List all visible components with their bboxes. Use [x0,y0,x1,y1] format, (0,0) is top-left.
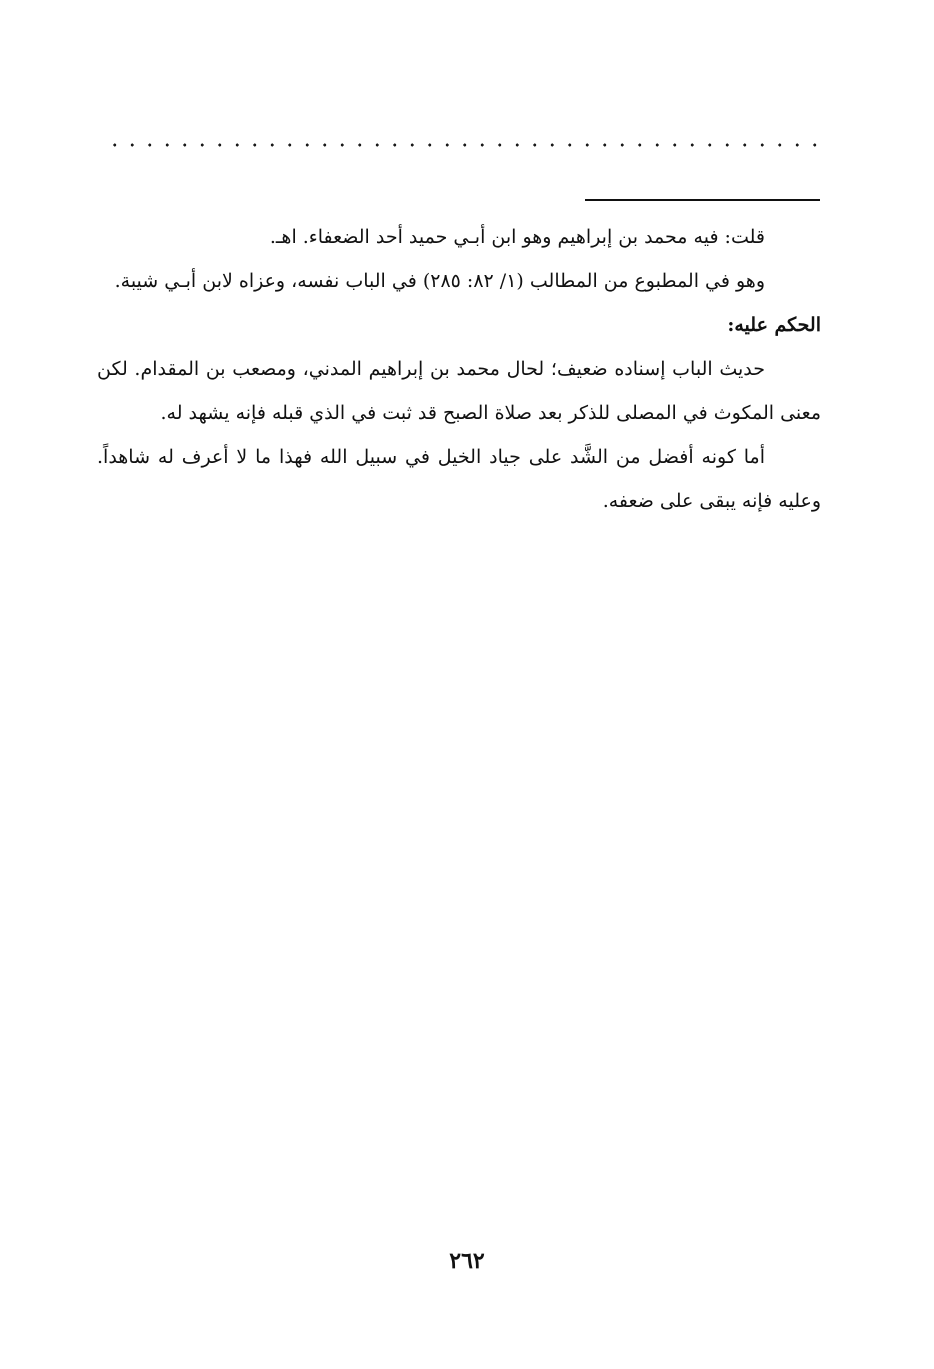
footnote-rule [585,199,820,201]
ruling-heading: الحكم عليه: [727,314,821,336]
ruling-paragraph: أما كونه أفضل من الشَّد على جياد الخيل في سبيل الله فهذا ما لا أعرف له شاهداً. وعليه فإنه يبقى على ضعفه. [97,446,821,512]
page-number: ٢٦٢ [449,1248,485,1274]
note-paragraph: قلت: فيه محمد بن إبراهيم وهو ابن أبـي حميد أحد الضعفاء. اهـ. [269,226,765,248]
source-paragraph: وهو في المطبوع من المطالب (١/ ٨٢: ٢٨٥) في الباب نفسه، وعزاه لابن أبـي شيبة. [114,270,765,292]
ruling-paragraph: حديث الباب إسناده ضعيف؛ لحال محمد بن إبراهيم المدني، ومصعب بن المقدام. لكن معنى المكوث في المصلى للذكر بعد صلاة الصبح قد ثبت في الذي قبله فإنه يشهد له. [97,358,821,424]
page-body [97,215,821,523]
dotted-separator [106,138,821,152]
